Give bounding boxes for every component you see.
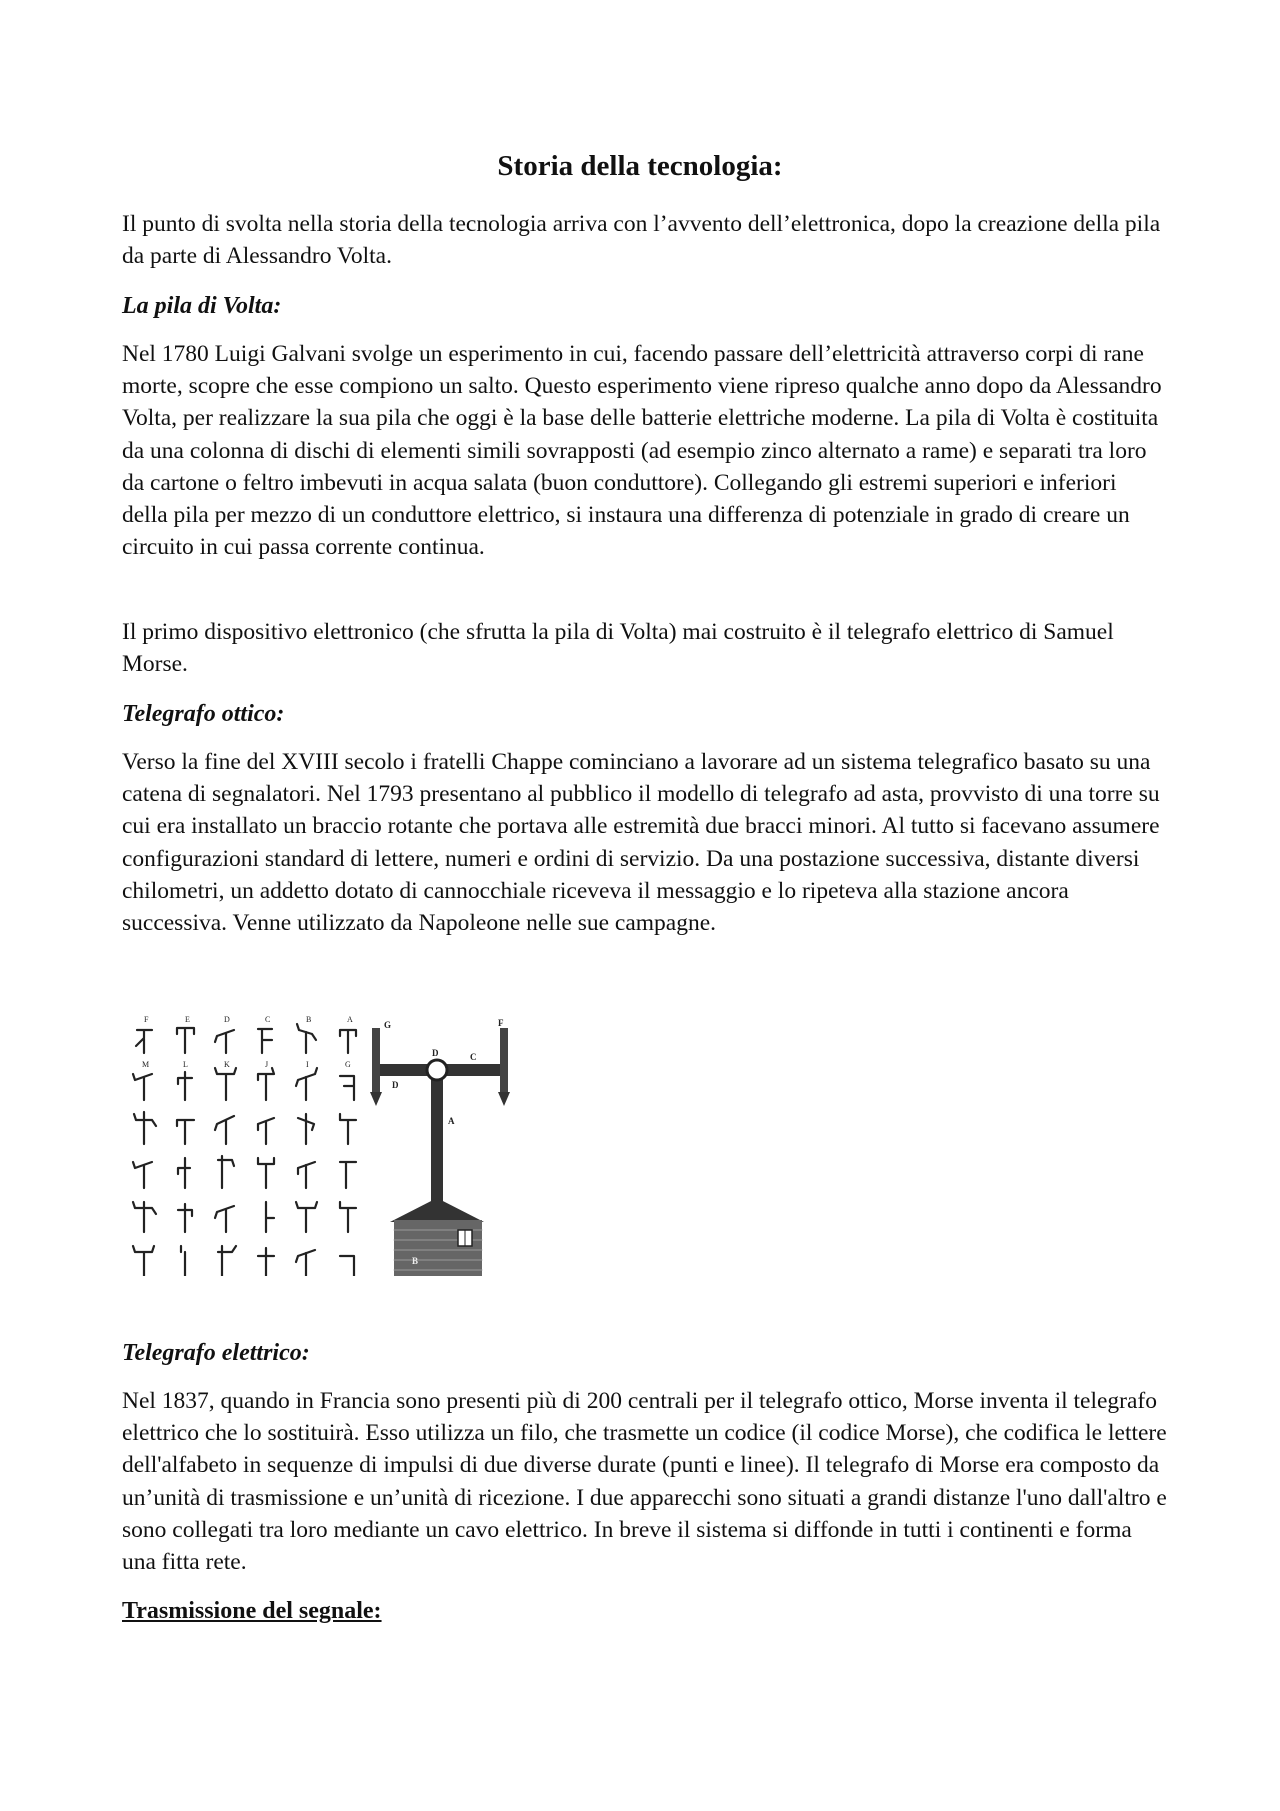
elettrico-paragraph: Nel 1837, quando in Francia sono presenti più di 200 centrali per il telegrafo ottico, Morse inventa il telegrafo elettrico che lo sostituirà. Esso utilizza un filo, che trasmette un codice (il codice Morse), che codifica le lettere dell'alfabeto in sequenze di impulsi di due diverse durate (punti e linee). Il telegrafo di Morse era composto da un’unità di trasmissione e un’unità di ricezione. I due apparecchi sono situati a grandi distanze l'uno dall'altro e sono collegati tra loro mediante un cavo elettrico. In breve il sistema si diffonde in tutti i continenti e forma una fitta rete. bbox=[122, 1388, 1167, 1576]
intro-paragraph: Il punto di svolta nella storia della tecnologia arriva con l’avvento dell’elettronica, dopo la creazione della pila da parte di Alessandro Volta. bbox=[122, 211, 1161, 270]
signal-letter-l: L bbox=[183, 1060, 188, 1069]
signal-row-6 bbox=[133, 1246, 354, 1276]
signal-letter-g: G bbox=[345, 1060, 351, 1069]
chappe-telegraph-figure bbox=[122, 1008, 517, 1276]
page-title: Storia della tecnologia: bbox=[497, 150, 783, 182]
signal-letter-a: A bbox=[347, 1015, 353, 1024]
signal-letter-i: I bbox=[306, 1060, 309, 1069]
signal-row-5 bbox=[133, 1202, 356, 1232]
signal-letter-j: J bbox=[265, 1060, 269, 1069]
ottico-paragraph: Verso la fine del XVIII secolo i fratelli Chappe cominciano a lavorare ad un sistema telegrafico basato su una catena di segnalatori. Nel 1793 presentano al pubblico il modello di telegrafo ad asta, provvisto di una torre su cui era installato un braccio rotante che portava alle estremità due bracci minori. Al tutto si facevano assumere configurazioni standard di lettere, numeri e ordini di servizio. Da una postazione successiva, distante diversi chilometri, un addetto dotato di cannocchiale riceveva il messaggio e lo ripeteva alla stazione ancora successiva. Venne utilizzato da Napoleone nelle sue campagne. bbox=[122, 749, 1160, 937]
signal-row-3 bbox=[134, 1112, 356, 1144]
signal-letter-k: K bbox=[224, 1060, 230, 1069]
signal-row-2 bbox=[133, 1068, 354, 1100]
signal-letter-c: C bbox=[265, 1015, 271, 1024]
tower-label-g: G bbox=[384, 1020, 392, 1030]
signal-letter-e: E bbox=[185, 1015, 190, 1024]
tower-label-c: C bbox=[470, 1052, 477, 1062]
dispositivo-paragraph: Il primo dispositivo elettronico (che sfrutta la pila di Volta) mai costruito è il telegrafo elettrico di Samuel Morse. bbox=[122, 619, 1114, 678]
signal-row-1 bbox=[136, 1024, 356, 1053]
heading-trasmissione-segnale: Trasmissione del segnale: bbox=[122, 1598, 382, 1624]
signal-letter-d: D bbox=[224, 1015, 230, 1024]
tower-label-d-left: D bbox=[392, 1080, 399, 1090]
signal-row-4 bbox=[133, 1156, 356, 1188]
signal-letter-m: M bbox=[142, 1060, 150, 1069]
pila-paragraph: Nel 1780 Luigi Galvani svolge un esperimento in cui, facendo passare dell’elettricità attraverso corpi di rane morte, scopre che esse compiono un salto. Questo esperimento viene ripreso qualche anno dopo da Alessandro Volta, per realizzare la sua pila che oggi è la base delle batterie elettriche moderne. La pila di Volta è costituita da una colonna di dischi di elementi simili sovrapposti (ad esempio zinco alternato a rame) e separati tra loro da cartone o feltro imbevuti in acqua salata (buon conduttore). Collegando gli estremi superiori e inferiori della pila per mezzo di un conduttore elettrico, si instaura una differenza di potenziale in grado di creare un circuito in cui passa corrente continua. bbox=[122, 341, 1162, 561]
tower-label-b: B bbox=[412, 1256, 419, 1266]
heading-telegrafo-ottico: Telegrafo ottico: bbox=[122, 701, 285, 727]
semaphore-tower bbox=[370, 1018, 510, 1276]
tower-label-f: F bbox=[498, 1018, 504, 1028]
heading-pila-di-volta: La pila di Volta: bbox=[122, 293, 282, 319]
heading-telegrafo-elettrico: Telegrafo elettrico: bbox=[122, 1340, 310, 1366]
signal-letter-f: F bbox=[144, 1015, 149, 1024]
tower-label-d-top: D bbox=[432, 1048, 439, 1058]
tower-label-a: A bbox=[448, 1116, 455, 1126]
signal-letter-b: B bbox=[306, 1015, 312, 1024]
